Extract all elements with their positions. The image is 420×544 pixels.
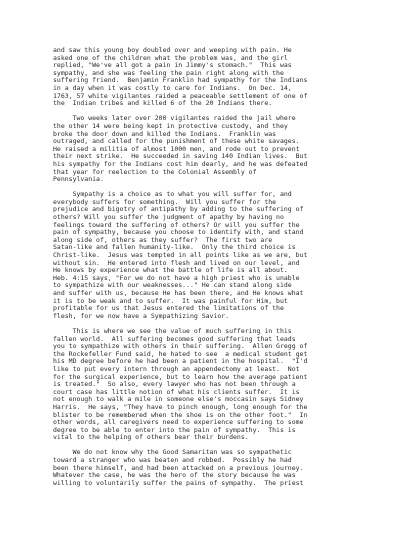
text-line: that year for reelection to the Colonial Assembly of bbox=[53, 167, 257, 176]
text-line: others? Will you suffer the judgment of apathy by having no bbox=[53, 213, 284, 222]
text-line: other words, all caregivers need to experience suffering to some bbox=[53, 418, 304, 427]
text-line: profitable for us that Jesus entered the limitations of the bbox=[53, 304, 284, 313]
text-line: He raised a militia of almost 1000 men, and rode out to prevent bbox=[53, 144, 300, 153]
text-line: the Indian tribes and killed 6 of the 20 Indians there. bbox=[53, 99, 273, 108]
text-line: blister to be remembered when the shoe is on the other foot." In bbox=[53, 410, 308, 419]
text-line: outraged, and called for the punishment of these white savages. bbox=[53, 137, 300, 146]
text-line: feelings toward the suffering of others? Or will you suffer the bbox=[53, 220, 300, 229]
text-line: broke the door down and killed the Indians. Franklin was bbox=[53, 129, 277, 138]
text-line: suffering friend. Benjamin Franklin had sympathy for the Indians bbox=[53, 76, 308, 85]
paragraph-vigilantes bbox=[53, 115, 383, 183]
text-line: Harris. He says, "They have to pinch enough, long enough for the bbox=[53, 402, 308, 411]
text-line: We do not know why the Good Samaritan was so sympathetic bbox=[53, 448, 292, 457]
text-line: not enough to walk a mile in someone else's moccasin says Sidney bbox=[53, 395, 304, 404]
text-line: prejudice and bigotry of antipathy by adding to the suffering of bbox=[53, 205, 304, 214]
text-line: the other 14 were being kept in protective custody, and they bbox=[53, 121, 288, 130]
text-line: you to sympathize with others in their suffering. Allen Gregg of bbox=[53, 342, 308, 351]
paragraph-sympathy-choice bbox=[53, 191, 383, 320]
text-line: without sin. He entered into flesh and lived on our level, and bbox=[53, 258, 300, 267]
text-line: replied, "We've all got a pain in Jimmy's stomach." This was bbox=[53, 61, 292, 70]
text-line: toward a stranger who was beaten and robbed. Possibly he had bbox=[53, 456, 292, 465]
text-line: everybody suffers for something. Will you suffer for the bbox=[53, 197, 277, 206]
text-line: Christ-like. Jesus was tempted in all points like as we are, but bbox=[53, 251, 308, 260]
text-line: for the surgical experience, but to learn how the average patient bbox=[53, 372, 308, 381]
text-line: along side of, others as they suffer? The first two are bbox=[53, 235, 273, 244]
text-line: Two weeks later over 200 vigilantes raided the jail where bbox=[53, 114, 296, 123]
text-line: willing to voluntarily suffer the pains of sympathy. The priest bbox=[53, 478, 304, 487]
text-line: in a day when it was costly to care for Indians. On Dec. 14, bbox=[53, 83, 292, 92]
text-line: their next strike. He succeeded in saving 140 Indian lives. But bbox=[53, 152, 308, 161]
text-line: degree to be able to enter into the pain of sympathy. This is bbox=[53, 425, 296, 434]
paragraph-good-samaritan bbox=[53, 449, 383, 487]
text-line: Pennsylvania. bbox=[53, 175, 104, 184]
text-line: Whatever the case, he was the hero of the story because he was bbox=[53, 471, 296, 480]
text-line: This is where we see the value of much suffering in this bbox=[53, 326, 292, 335]
text-line: to sympathize with our weaknesses..." He can stand along side bbox=[53, 281, 292, 290]
text-line: his MD degree before he had been a patient in the hospital. "I'd bbox=[53, 357, 308, 366]
text-line: is treated." So also, every lawyer who has not been through a bbox=[53, 380, 296, 389]
text-line: Satan-like and fallen humanity-like. Only the third choice is bbox=[53, 243, 296, 252]
text-line: 1763, 57 white vigilantes raided a peaceable settlement of one of bbox=[53, 91, 308, 100]
text-line: flesh, for we now have a Sympathizing Savior. bbox=[53, 311, 230, 320]
text-line: his sympathy for the Indians cost him dearly, and he was defeated bbox=[53, 159, 308, 168]
text-line: and saw this young boy doubled over and weeping with pain. He bbox=[53, 46, 292, 54]
text-line: like to put every intern through an appendectomy at least. Not bbox=[53, 364, 300, 373]
text-line: court case has little notion of what his clients suffer. It is bbox=[53, 387, 300, 396]
text-line: asked one of the children what the problem was, and the girl bbox=[53, 53, 288, 62]
paragraph-value-of-suffering bbox=[53, 328, 383, 442]
text-line: Sympathy is a choice as to what you will suffer for, and bbox=[53, 190, 292, 199]
text-line: fallen world. All suffering becomes good suffering that leads bbox=[53, 334, 296, 343]
paragraph-jimmy-story bbox=[53, 47, 383, 108]
text-line: been there himself, and had been attacked on a previous journey. bbox=[53, 463, 304, 472]
text-line: vital to the helping of others bear their burdens. bbox=[53, 433, 249, 442]
text-line: Heb. 4:15 says, "For we do not have a high priest who is unable bbox=[53, 273, 300, 282]
text-line: it is to be weak and to suffer. It was painful for Him, but bbox=[53, 296, 288, 305]
text-line: He knows by experience what the battle of life is all about. bbox=[53, 266, 288, 275]
text-line: pain of sympathy, because you choose to identify with, and stand bbox=[53, 228, 304, 237]
text-line: and suffer with us, because He has been there, and He knows what bbox=[53, 289, 304, 297]
text-line: the Rockefeller Fund said, he hated to see a medical student get bbox=[53, 349, 308, 358]
text-line: sympathy, and she was feeling the pain right along with the bbox=[53, 68, 284, 77]
